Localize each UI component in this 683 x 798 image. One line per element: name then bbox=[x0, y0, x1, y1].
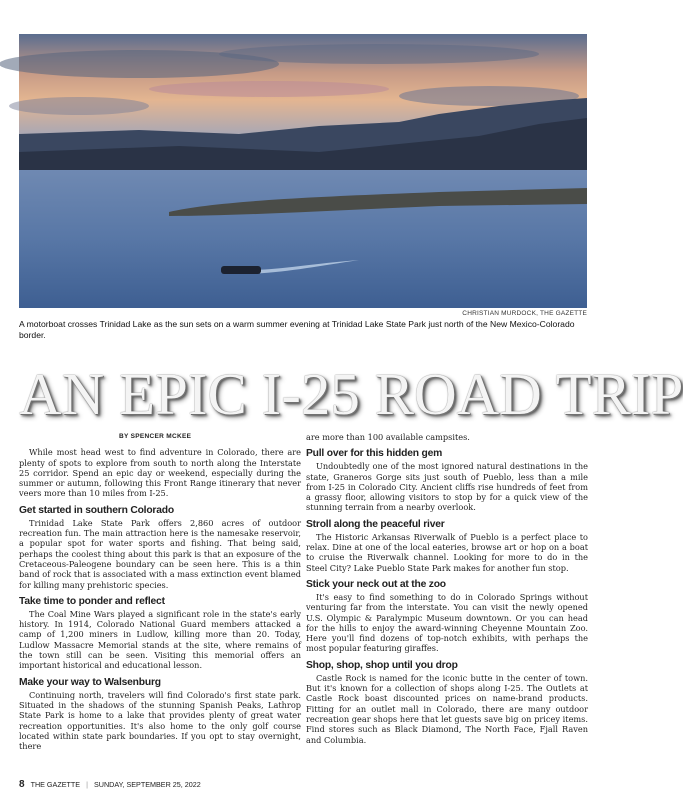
section-heading: Take time to ponder and reflect bbox=[19, 595, 165, 607]
footer-divider: | bbox=[86, 780, 88, 789]
section-heading: Pull over for this hidden gem bbox=[306, 448, 443, 460]
section-body: Undoubtedly one of the most ignored natural destinations in the state, Graneros Gorge sits just south of Pueblo, less than a mile from I-25 in Colorado City. Ancient cliffs rise hundreds of feet from a grassy floor, allowing visitors to stop by for a quick view of the stunning terrain from a nearby overlook. bbox=[306, 461, 588, 513]
paper-name: THE GAZETTE bbox=[30, 780, 81, 789]
page-footer bbox=[19, 779, 201, 790]
page-number: 8 bbox=[19, 779, 25, 790]
issue-date: SUNDAY, SEPTEMBER 25, 2022 bbox=[93, 780, 201, 789]
section-heading: Shop, shop, shop until you drop bbox=[306, 659, 458, 671]
right-column bbox=[306, 432, 588, 745]
section-body: Castle Rock is named for the iconic butte in the center of town. But it's known for a collection of shops along I-25. The Outlets at Castle Rock boast discounted prices on name-brand products. Fitting for an outlet mall in Colorado, there are many outdoor recreation gear shops here that let guests save big on pricey items. Find stores such as Black Diamond, The North Face, Fjall Raven and Columbia. bbox=[306, 672, 588, 745]
section-body: It's easy to find something to do in Colorado Springs without venturing far from the interstate. You can visit the newly opened U.S. Olympic & Paralympic Museum downtown. Or you can head for the hills to enjoy the award-winning Cheyenne Mountain Zoo. Here you'll find dozens of top-notch exhibits, with perhaps the most popular featuring giraffes. bbox=[306, 591, 588, 654]
photo-caption: A motorboat crosses Trinidad Lake as the sun sets on a warm summer evening at Trinidad Lake State Park just north of the New Mexico-Colorado border. bbox=[19, 319, 575, 340]
photo-credit: CHRISTIAN MURDOCK, THE GAZETTE bbox=[462, 310, 587, 317]
section-body: Trinidad Lake State Park offers 2,860 acres of outdoor recreation fun. The main attraction here is the namesake reservoir, a popular spot for water sports and fishing. That being said, perhaps the coolest thing about this park is that an exposure of the Cretaceous-Paleogene boundary can be seen here. This is a thin band of rock that is associated with a mass extinction event blamed for killing many prehistoric species. bbox=[19, 517, 301, 590]
section-heading: Make your way to Walsenburg bbox=[19, 676, 161, 688]
section-heading: Stick your neck out at the zoo bbox=[306, 578, 446, 590]
section-heading: Stroll along the peaceful river bbox=[306, 518, 445, 530]
intro-paragraph: While most head west to find adventure in Colorado, there are plenty of spots to explore from south to north along the Interstate 25 corridor. Spend an epic day or weekend, especially during the summer or autumn, following this Front Range itinerary that never veers more than 10 miles from I-25. bbox=[19, 447, 301, 499]
continuation-paragraph: are more than 100 available campsites. bbox=[306, 432, 470, 442]
section-heading: Get started in southern Colorado bbox=[19, 504, 174, 516]
section-body: The Historic Arkansas Riverwalk of Pueblo is a perfect place to relax. Dine at one of the local eateries, browse art or hop on a boat to cruise the Riverwalk channel. Looking for more to do in the Steel City? Lake Pueblo State Park makes for another fun stop. bbox=[306, 531, 588, 573]
left-column bbox=[19, 432, 301, 751]
headline: AN EPIC I-25 ROAD TRIP bbox=[19, 361, 683, 427]
lake-sunset-photo bbox=[19, 34, 587, 308]
byline: BY SPENCER MCKEE bbox=[119, 433, 192, 440]
section-body: The Coal Mine Wars played a significant role in the state's early history. In 1914, Colorado National Guard members attacked a camp of 1,200 miners in Ludlow, killing more than 20. Today, Ludlow Massacre Memorial stands at the site, where remains of the town still can be seen. Visiting this memorial offers an important historical and educational lesson. bbox=[19, 608, 301, 671]
section-body: Continuing north, travelers will find Colorado's first state park. Situated in the shadows of the stunning Spanish Peaks, Lathrop State Park is home to a lake that provides plenty of great water recreation opportunities. It's also home to the only golf course located within state park boundaries. If you opt to stay overnight, there bbox=[19, 689, 301, 752]
